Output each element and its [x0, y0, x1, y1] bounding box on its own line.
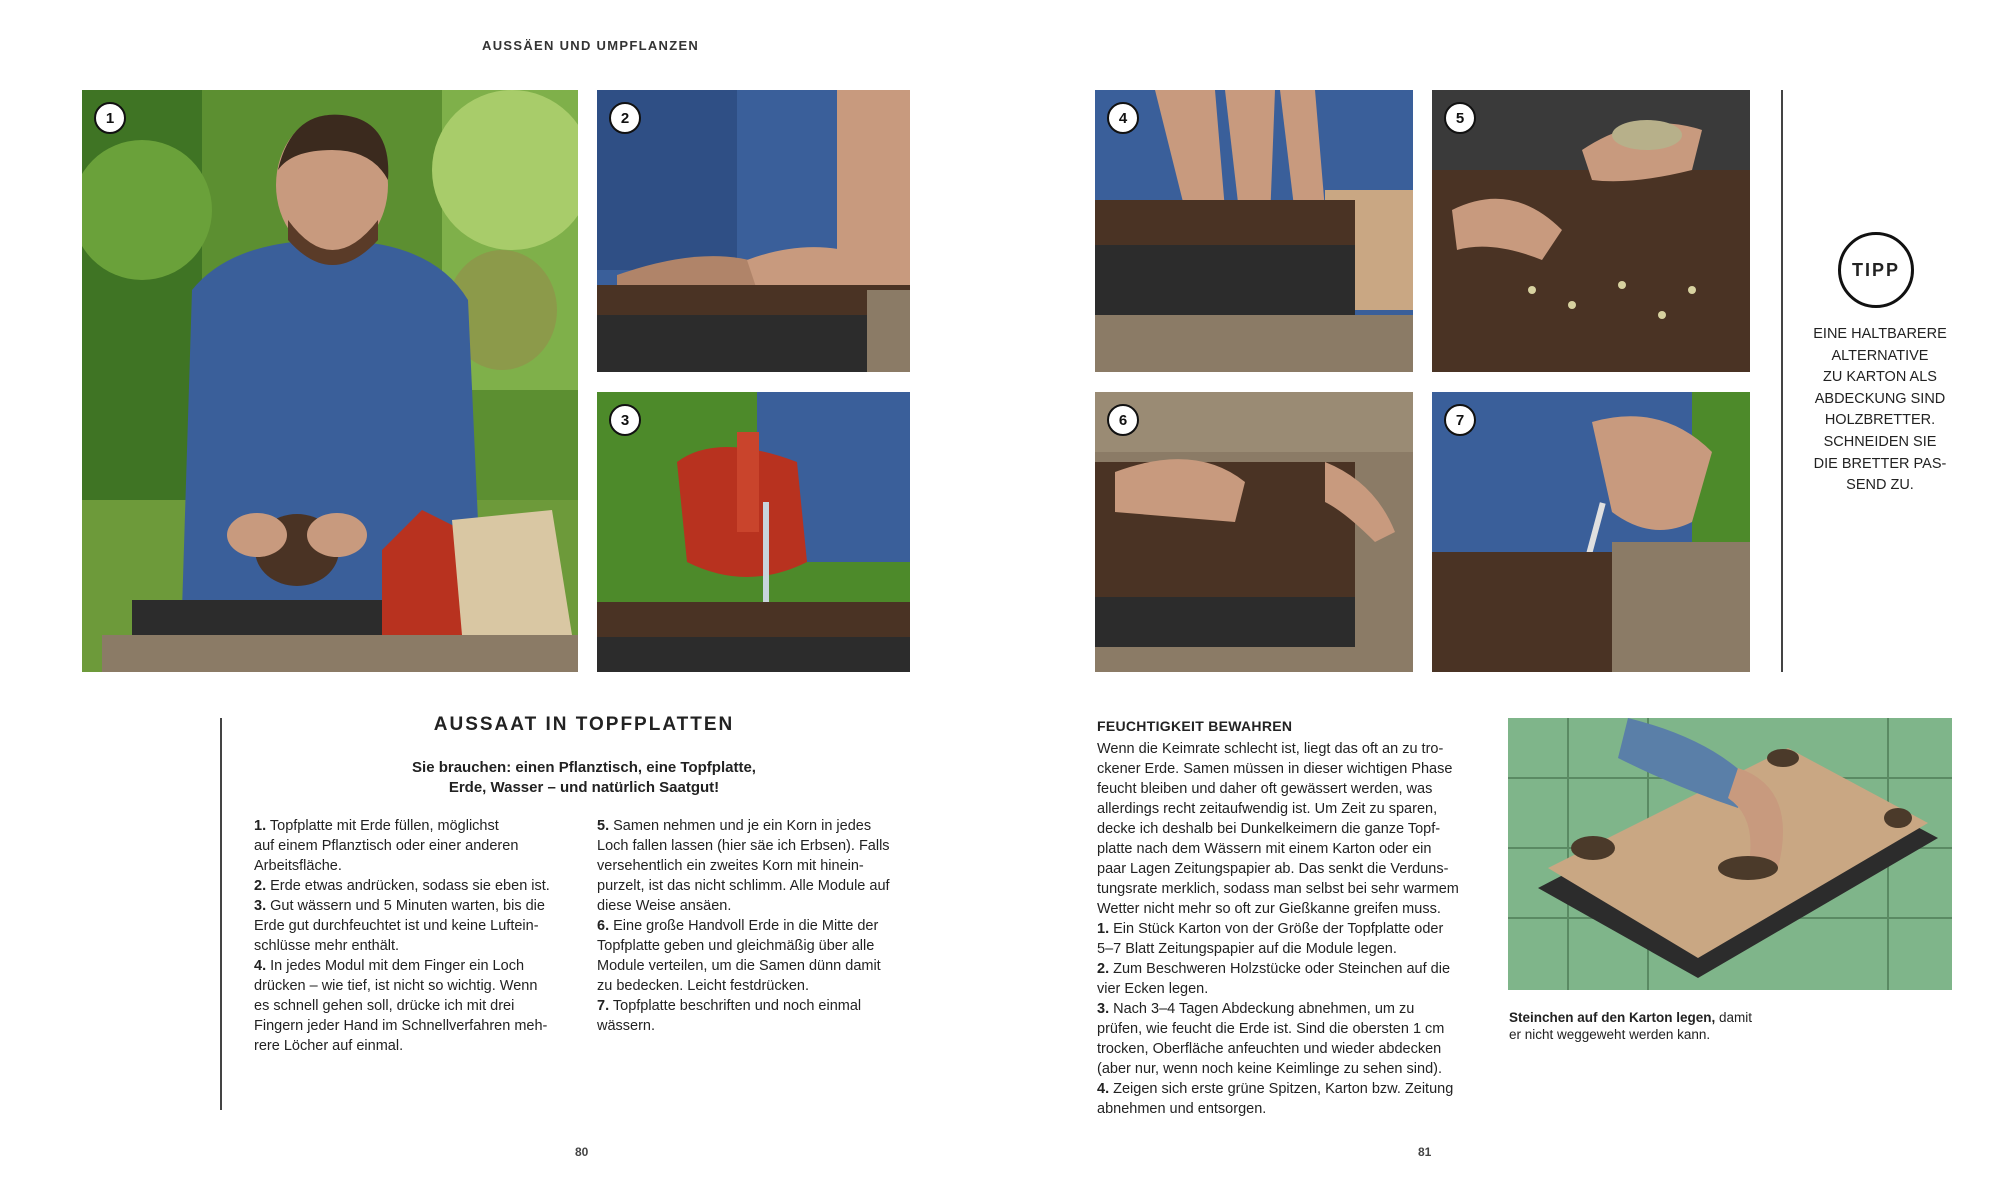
step-text: abnehmen und entsorgen.	[1097, 1101, 1267, 1117]
badge-1: 1	[94, 102, 126, 134]
step-text: (aber nur, wenn noch keine Keimlinge zu sehen sind).	[1097, 1061, 1442, 1077]
photo-caption	[1509, 1009, 1779, 1043]
step-text: Fingern jeder Hand im Schnellverfahren meh-	[254, 1018, 548, 1034]
photo-7-label-tray	[1432, 392, 1750, 672]
steps-column-1	[254, 816, 574, 1056]
step-line	[254, 836, 574, 856]
tipp-text	[1806, 324, 1954, 497]
badge-4: 4	[1107, 102, 1139, 134]
step-text: Topfplatte mit Erde füllen, möglichst	[269, 818, 499, 834]
caption-bold: Steinchen auf den Karton legen,	[1509, 1010, 1716, 1025]
step-line	[597, 996, 917, 1016]
step-text: Loch fallen lassen (hier säe ich Erbsen). Falls	[597, 838, 890, 854]
page-number-left: 80	[575, 1145, 589, 1159]
step-text: Zeigen sich erste grüne Spitzen, Karton bzw. Zeitung	[1113, 1081, 1454, 1097]
step-text: Topfplatte beschriften und noch einmal	[612, 998, 862, 1014]
badge-6: 6	[1107, 404, 1139, 436]
step-line	[1097, 919, 1485, 939]
materials-note	[390, 758, 778, 798]
step-line	[597, 976, 917, 996]
feuchtigkeit-body	[1097, 739, 1485, 1119]
step-line	[597, 876, 917, 896]
step-line	[1097, 1079, 1485, 1099]
step-number: 2.	[254, 878, 267, 894]
step-text: prüfen, wie feucht die Erde ist. Sind die obersten 1 cm	[1097, 1021, 1445, 1037]
paragraph-line: decke ich deshalb bei Dunkelkeimern die ganze Topf-	[1097, 821, 1441, 837]
step-line	[254, 876, 574, 896]
badge-2: 2	[609, 102, 641, 134]
steps-column-2	[597, 816, 917, 1036]
feuchtigkeit-title: FEUCHTIGKEIT BEWAHREN	[1097, 718, 1293, 734]
tipp-line: ALTERNATIVE	[1831, 347, 1929, 364]
step-line	[1097, 939, 1485, 959]
step-text: zu bedecken. Leicht festdrücken.	[597, 978, 809, 994]
step-text: wässern.	[597, 1018, 656, 1034]
paragraph-line: platte nach dem Wässern mit einem Karton oder ein	[1097, 841, 1432, 857]
step-text: Samen nehmen und je ein Korn in jedes	[613, 818, 872, 834]
tipp-line: ZU KARTON ALS	[1823, 369, 1937, 386]
tipp-line: SCHNEIDEN SIE	[1823, 433, 1937, 450]
step-line	[1097, 979, 1485, 999]
page-number-right: 81	[1418, 1145, 1432, 1159]
step-number: 3.	[1097, 1001, 1110, 1017]
step-text: 5–7 Blatt Zeitungspapier auf die Module legen.	[1097, 941, 1397, 957]
left-text-rule	[220, 718, 222, 1110]
step-line	[597, 916, 917, 936]
step-number: 4.	[1097, 1081, 1110, 1097]
materials-line: Sie brauchen: einen Pflanztisch, eine Topfplatte,	[412, 759, 756, 776]
step-text: es schnell gehen soll, drücke ich mit drei	[254, 998, 515, 1014]
badge-5: 5	[1444, 102, 1476, 134]
tipp-line: EINE HALTBARERE	[1813, 326, 1947, 342]
step-text: schlüsse mehr enthält.	[254, 938, 400, 954]
step-text: Zum Beschweren Holzstücke oder Steinchen auf die	[1113, 961, 1451, 977]
step-text: Ein Stück Karton von der Größe der Topfplatte oder	[1113, 921, 1444, 937]
badge-3: 3	[609, 404, 641, 436]
step-line	[1097, 1059, 1485, 1079]
step-text: Erde etwas andrücken, sodass sie eben ist.	[270, 878, 550, 894]
tipp-badge: TIPP	[1838, 232, 1914, 308]
step-text: Arbeitsfläche.	[254, 858, 342, 874]
step-text: purzelt, ist das nicht schlimm. Alle Module auf	[597, 878, 890, 894]
photo-5-sow-seeds	[1432, 90, 1750, 372]
step-line	[1097, 1019, 1485, 1039]
photo-3-watering	[597, 392, 910, 672]
step-line	[1097, 959, 1485, 979]
step-number: 4.	[254, 958, 267, 974]
paragraph-line: tungsrate merklich, sodass man selbst bei sehr warmem	[1097, 881, 1459, 897]
step-text: Gut wässern und 5 Minuten warten, bis die	[270, 898, 545, 914]
paragraph-line: Wenn die Keimrate schlecht ist, liegt das oft an zu tro-	[1097, 741, 1444, 757]
step-number: 6.	[597, 918, 610, 934]
step-number: 1.	[1097, 921, 1110, 937]
step-text: diese Weise ansäen.	[597, 898, 732, 914]
step-line	[597, 816, 917, 836]
step-line	[597, 856, 917, 876]
section-title: AUSSAAT IN TOPFPLATTEN	[433, 714, 735, 735]
paragraph-line: Wetter nicht mehr so oft zur Gießkanne greifen muss.	[1097, 901, 1441, 917]
step-line	[597, 896, 917, 916]
step-text: Nach 3–4 Tagen Abdeckung abnehmen, um zu	[1113, 1001, 1415, 1017]
step-text: In jedes Modul mit dem Finger ein Loch	[270, 958, 525, 974]
step-line	[254, 1036, 574, 1056]
materials-line: Erde, Wasser – und natürlich Saatgut!	[448, 779, 720, 796]
badge-7: 7	[1444, 404, 1476, 436]
paragraph-line: paar Lagen Zeitungspapier ab. Das senkt die Verduns-	[1097, 861, 1449, 877]
step-line	[1097, 1039, 1485, 1059]
step-number: 3.	[254, 898, 267, 914]
step-line	[254, 916, 574, 936]
step-line	[254, 936, 574, 956]
step-number: 1.	[254, 818, 267, 834]
tipp-line: ABDECKUNG SIND	[1814, 390, 1946, 407]
step-line	[597, 836, 917, 856]
caption-rest: damit	[1715, 1010, 1753, 1025]
step-line	[597, 1016, 917, 1036]
step-line	[254, 856, 574, 876]
paragraph-line: allerdings recht zeitaufwendig ist. Um Zeit zu sparen,	[1097, 801, 1438, 817]
step-text: auf einem Pflanztisch oder einer anderen	[254, 838, 519, 854]
step-line	[254, 956, 574, 976]
tipp-divider-rule	[1781, 90, 1783, 672]
tipp-line: SEND ZU.	[1846, 477, 1914, 494]
step-text: drücken – wie tief, ist nicht so wichtig. Wenn	[254, 978, 538, 994]
step-text: Erde gut durchfeuchtet ist und keine Luftein-	[254, 918, 539, 934]
photo-2-press-soil	[597, 90, 910, 372]
step-line	[254, 976, 574, 996]
tipp-line: HOLZBRETTER.	[1824, 412, 1936, 429]
paragraph-line: ckener Erde. Samen müssen in dieser wichtigen Phase	[1097, 761, 1453, 777]
tipp-line: DIE BRETTER PAS-	[1813, 455, 1947, 472]
step-line	[254, 816, 574, 836]
step-text: versehentlich ein zweites Korn mit hinein-	[597, 858, 864, 874]
step-text: Eine große Handvoll Erde in die Mitte der	[613, 918, 879, 934]
step-line	[597, 936, 917, 956]
step-line	[254, 996, 574, 1016]
running-head: AUSSÄEN UND UMPFLANZEN	[482, 38, 700, 53]
photo-6-cover-soil	[1095, 392, 1413, 672]
photo-1-gardener	[82, 90, 578, 672]
caption-rest-line-2: er nicht weggeweht werden kann.	[1509, 1027, 1711, 1042]
step-line	[254, 1016, 574, 1036]
step-line	[1097, 999, 1485, 1019]
step-line	[254, 896, 574, 916]
step-number: 5.	[597, 818, 610, 834]
photo-4-poke-holes	[1095, 90, 1413, 372]
photo-cardboard-cover	[1508, 718, 1952, 990]
step-text: Module verteilen, um die Samen dünn damit	[597, 958, 881, 974]
step-number: 7.	[597, 998, 610, 1014]
step-text: trocken, Oberfläche anfeuchten und wieder abdecken	[1097, 1041, 1442, 1057]
step-text: rere Löcher auf einmal.	[254, 1038, 404, 1054]
step-number: 2.	[1097, 961, 1110, 977]
step-text: vier Ecken legen.	[1097, 981, 1209, 997]
step-line	[1097, 1099, 1485, 1119]
step-line	[597, 956, 917, 976]
paragraph-line: feucht bleiben und daher oft gewässert werden, was	[1097, 781, 1433, 797]
step-text: Topfplatte geben und gleichmäßig über alle	[597, 938, 875, 954]
